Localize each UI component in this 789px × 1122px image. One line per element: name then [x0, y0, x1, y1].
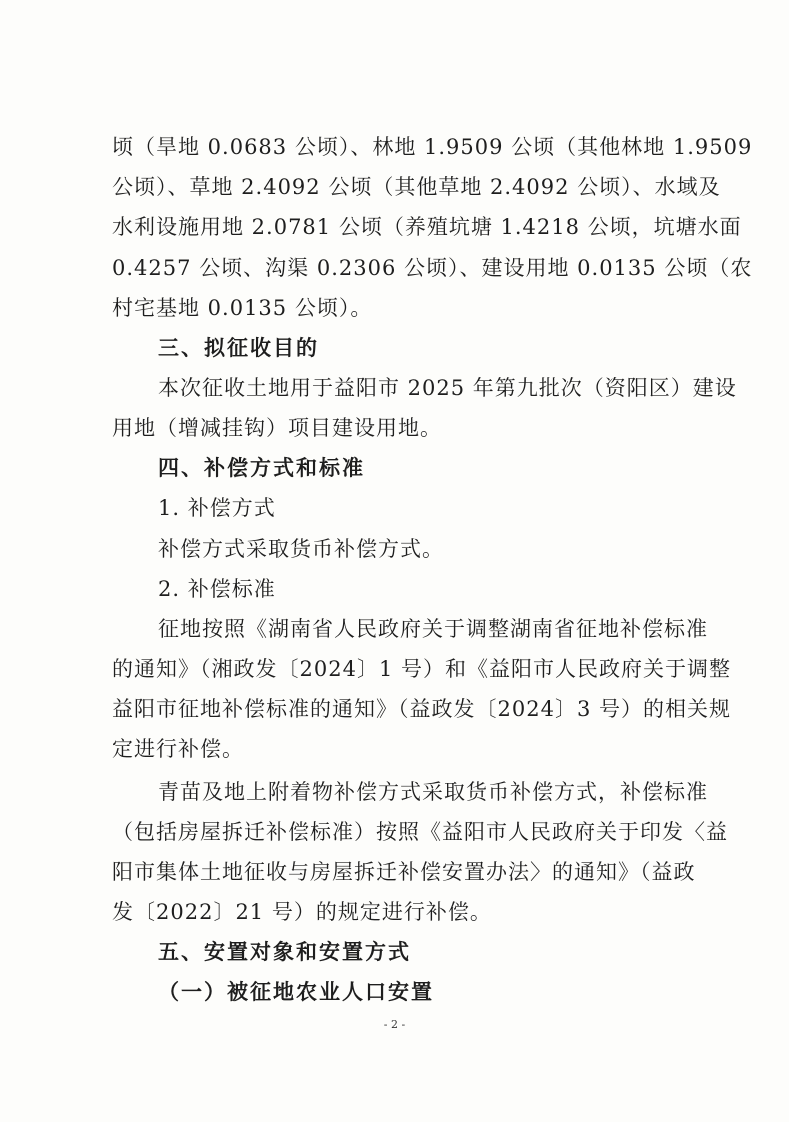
- body-text-line: 用地（增减挂钩）项目建设用地。: [112, 416, 442, 440]
- body-text-line: 本次征收土地用于益阳市 2025 年第九批次（资阳区）建设: [158, 376, 737, 400]
- section-heading-4: 四、补偿方式和标准: [158, 456, 365, 480]
- body-text-line: 水利设施用地 2.0781 公顷（养殖坑塘 1.4218 公顷，坑塘水面: [112, 215, 742, 239]
- body-text-line: 青苗及地上附着物补偿方式采取货币补偿方式，补偿标准: [158, 780, 708, 804]
- body-text-line: 益阳市征地补偿标准的通知》（益政发〔2024〕3 号）的相关规: [112, 697, 731, 721]
- page-number: - 2 -: [383, 1018, 406, 1031]
- body-text-line: 补偿方式采取货币补偿方式。: [158, 537, 444, 561]
- section-heading-3: 三、拟征收目的: [158, 336, 319, 360]
- body-text-line: 顷（旱地 0.0683 公顷）、林地 1.9509 公顷（其他林地 1.9509: [112, 135, 753, 159]
- body-text-line: 村宅基地 0.0135 公顷）。: [112, 296, 373, 320]
- body-text-line: 征地按照《湖南省人民政府关于调整湖南省征地补偿标准: [158, 617, 708, 641]
- body-text-line: 公顷）、草地 2.4092 公顷（其他草地 2.4092 公顷）、水域及: [112, 175, 721, 199]
- body-text-line: 发〔2022〕21 号）的规定进行补偿。: [112, 900, 492, 924]
- body-text-line: （包括房屋拆迁补偿标准）按照《益阳市人民政府关于印发〈益: [112, 820, 728, 844]
- body-text-line: 阳市集体土地征收与房屋拆迁补偿安置办法〉的通知》（益政: [112, 860, 696, 884]
- section-heading-5: 五、安置对象和安置方式: [158, 940, 411, 964]
- subheading-2: 2. 补偿标准: [158, 577, 276, 601]
- subsection-heading-1: （一）被征地农业人口安置: [158, 980, 434, 1004]
- subheading-1: 1. 补偿方式: [158, 496, 276, 520]
- body-text-line: 定进行补偿。: [112, 737, 244, 761]
- body-text-line: 0.4257 公顷、沟渠 0.2306 公顷）、建设用地 0.0135 公顷（农: [112, 256, 753, 280]
- body-text-line: 的通知》（湘政发〔2024〕1 号）和《益阳市人民政府关于调整: [112, 657, 731, 681]
